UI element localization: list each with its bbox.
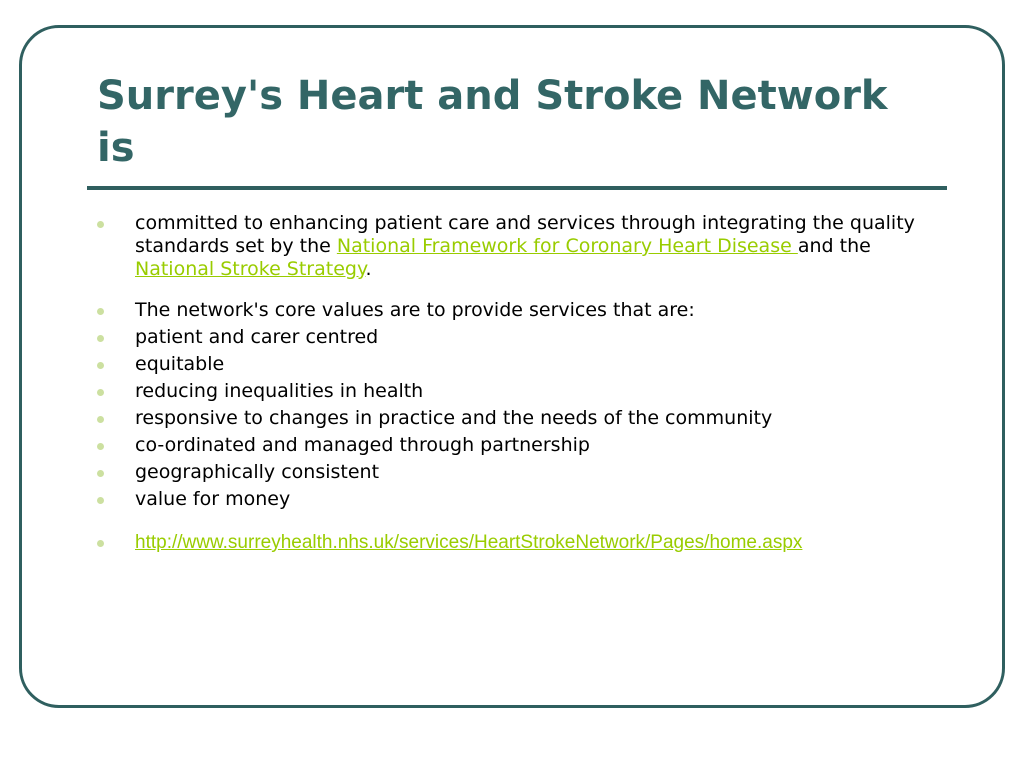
list-item xyxy=(97,488,927,511)
national-framework-link[interactable]: National Framework for Coronary Heart Disease xyxy=(336,235,798,257)
bullet-text: . xyxy=(365,258,372,280)
bullet-dot-icon xyxy=(97,540,104,547)
list-item xyxy=(97,380,927,403)
slide-title: Surrey's Heart and Stroke Network is xyxy=(97,73,888,171)
list-item xyxy=(97,407,927,430)
bullet-text: committed to enhancing patient care and services through integrating the quality standards set by the xyxy=(135,212,915,257)
bullet-dot-icon xyxy=(97,389,104,396)
value-item: equitable xyxy=(135,353,225,375)
national-stroke-strategy-link[interactable]: National Stroke Strategy xyxy=(135,258,366,280)
surrey-health-url-link[interactable]: http://www.surreyhealth.nhs.uk/services/HeartStrokeNetwork/Pages/home.aspx xyxy=(135,532,803,553)
value-item: responsive to changes in practice and the needs of the community xyxy=(135,407,773,429)
bullet-dot-icon xyxy=(97,416,104,423)
bullet-dot-icon xyxy=(97,335,104,342)
value-item: geographically consistent xyxy=(135,461,380,483)
bullet-list xyxy=(97,212,927,558)
list-item xyxy=(97,461,927,484)
values-intro: The network's core values are to provide services that are: xyxy=(135,299,695,321)
bullet-dot-icon xyxy=(97,308,104,315)
bullet-dot-icon xyxy=(97,443,104,450)
list-item xyxy=(97,299,927,322)
list-item xyxy=(97,434,927,457)
bullet-dot-icon xyxy=(97,221,104,228)
list-item xyxy=(97,353,927,376)
bullet-dot-icon xyxy=(97,362,104,369)
list-item xyxy=(97,326,927,349)
value-item: value for money xyxy=(135,488,291,510)
value-item: patient and carer centred xyxy=(135,326,379,348)
bullet-text: and the xyxy=(797,235,871,257)
list-item xyxy=(97,531,927,554)
value-item: reducing inequalities in health xyxy=(135,380,424,402)
title-divider xyxy=(87,186,947,190)
list-item xyxy=(97,212,927,281)
value-item: co-ordinated and managed through partnership xyxy=(135,434,590,456)
bullet-dot-icon xyxy=(97,470,104,477)
bullet-dot-icon xyxy=(97,497,104,504)
